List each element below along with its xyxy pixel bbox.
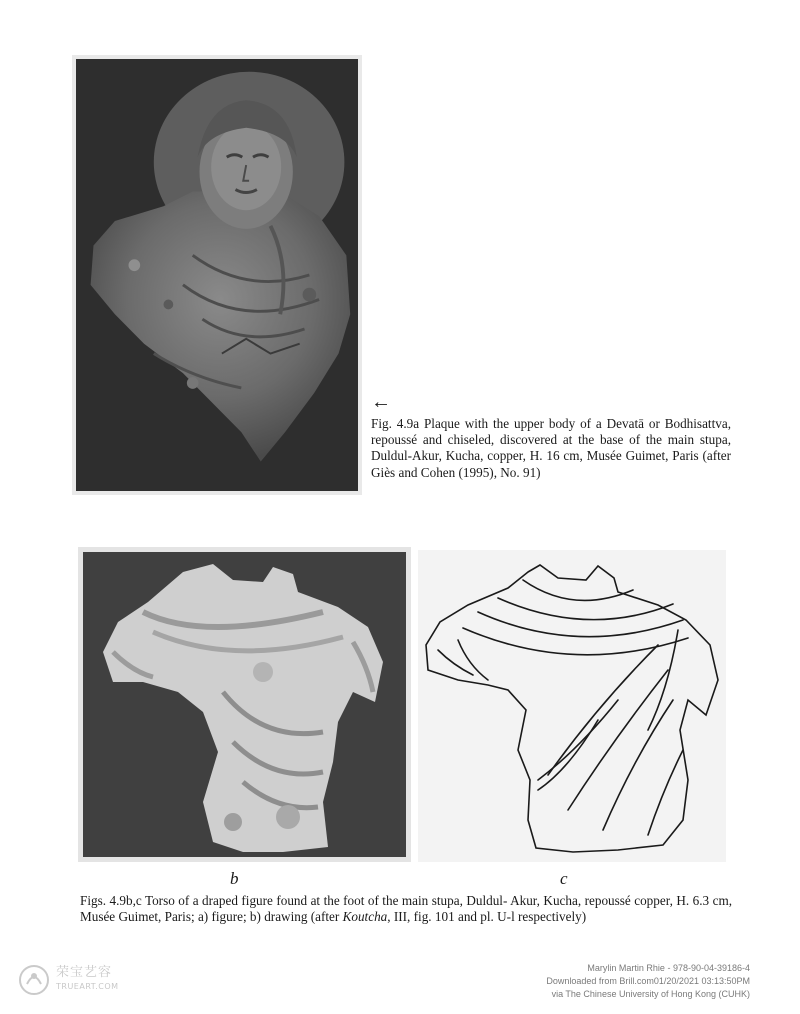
- figure-4-9a-caption-text: Fig. 4.9a Plaque with the upper body of a Devatā or Bodhisattva, repoussé and chiseled, discovered at the base of the main stupa, Duldul-Akur, Kucha, copper, H. 16 cm, Musée Guimet, Paris (after Giès and Cohen (1995), No. 91): [371, 416, 731, 480]
- caption-bc-italic-title: Koutcha: [342, 909, 388, 925]
- figure-4-9bc-caption: [80, 893, 732, 925]
- plaque-photo: [72, 55, 362, 495]
- footer-download-info: Downloaded from Brill.com01/20/2021 03:13:50PM: [546, 976, 750, 986]
- footer-author-isbn: Marylin Martin Rhie - 978-90-04-39186-4: [587, 963, 750, 973]
- watermark: [18, 960, 119, 1000]
- torso-line-drawing: [418, 550, 726, 862]
- watermark-logo-icon: [18, 964, 50, 996]
- footer-institution: via The Chinese University of Hong Kong (CUHK): [551, 989, 750, 999]
- download-footer: [450, 962, 750, 1001]
- left-arrow-icon: ←: [371, 391, 391, 413]
- caption-bc-part-2: , III, fig. 101 and pl. U-l respectively): [387, 909, 587, 925]
- caption-bc-part-1: Figs. 4.9b,c Torso of a draped figure found at the foot of the main stupa, Duldul- Akur, Kucha, repoussé copper, H. 6.3 cm, Musée Guimet, Paris; a) figure; b) drawing (after: [80, 893, 732, 925]
- watermark-english-text: TRUEART.COM: [56, 982, 119, 991]
- torso-photo: [78, 547, 411, 862]
- watermark-chinese-text: 荣宝艺容: [56, 965, 113, 980]
- figure-label-c: c: [560, 869, 568, 888]
- figure-label-b: b: [230, 869, 239, 888]
- figure-4-9a-caption: [371, 416, 731, 481]
